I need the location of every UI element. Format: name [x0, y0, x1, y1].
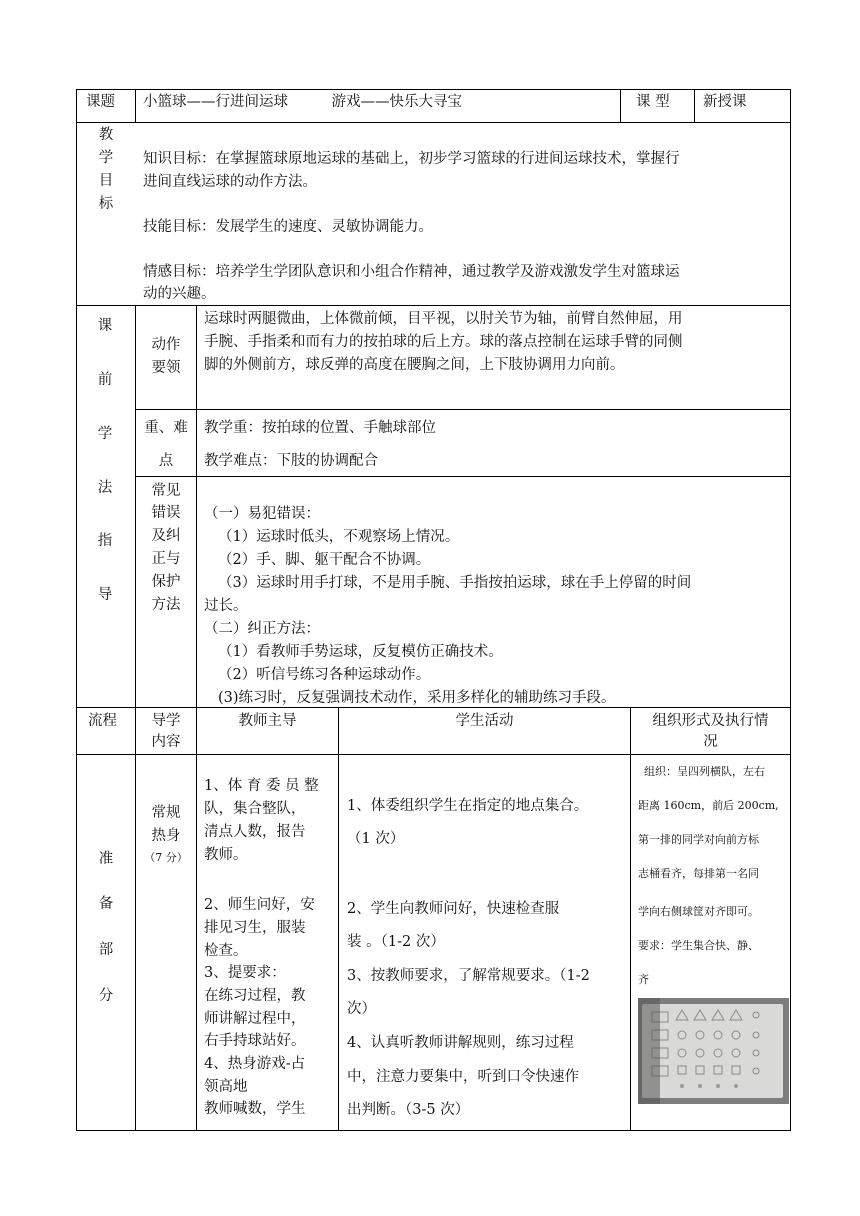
errors-line: （2）手、脚、躯干配合不协调。 — [218, 552, 431, 568]
org-line: 学向右侧球筐对齐即可。 — [638, 905, 759, 918]
errors-line: （一）易犯错误： — [204, 506, 320, 522]
teacher-line: 队，集合整队， — [204, 801, 306, 817]
guidance-label-char: 导 — [97, 587, 113, 603]
objectives-label-char: 标 — [98, 196, 114, 212]
org-line: 齐 — [638, 973, 649, 986]
knowledge-objective-line: 知识目标：在掌握篮球原地运球的基础上，初步学习篮球的行进间运球技术，掌握行 — [143, 151, 680, 167]
action-label: 动作 — [151, 337, 181, 353]
prep-content: 常规 — [151, 805, 181, 821]
prep-label-char: 部 — [98, 942, 114, 958]
flow-header: 流程 — [88, 713, 117, 729]
errors-label: 及纠 — [151, 528, 181, 544]
table-border-bottom — [76, 1130, 791, 1131]
teacher-line: 右手持球站好。 — [204, 1033, 306, 1049]
col-divider — [135, 89, 136, 123]
key-point: 教学重：按拍球的位置、手触球部位 — [204, 420, 436, 436]
student-line: 出判断。（3-5 次） — [347, 1102, 470, 1118]
col-divider — [620, 89, 621, 123]
student-line: 4、认真听教师讲解规则，练习过程 — [347, 1035, 574, 1051]
objectives-label-char: 目 — [98, 173, 114, 189]
row-divider — [135, 476, 791, 477]
col-divider — [630, 707, 631, 1131]
errors-line: （1）运球时低头，不观察场上情况。 — [218, 529, 460, 545]
teacher-line: 清点人数，报告 — [204, 824, 306, 840]
prep-label-char: 分 — [98, 988, 114, 1004]
key-label: 点 — [158, 453, 174, 469]
table-border-right — [790, 89, 791, 1131]
teacher-line: 2、师生问好，安 — [204, 897, 315, 913]
guidance-label-char: 指 — [97, 533, 113, 549]
objectives-label-char: 教 — [98, 127, 114, 143]
knowledge-objective-line: 进间直线运球的动作方法。 — [143, 174, 317, 190]
col-divider — [135, 305, 136, 1131]
teacher-line: 3、提要求： — [204, 965, 286, 981]
errors-line: （二）纠正方法： — [204, 621, 320, 637]
org-header: 况 — [703, 734, 718, 750]
content-header: 导学 — [151, 713, 181, 729]
skill-objective: 技能目标：发展学生的速度、灵敏协调能力。 — [143, 219, 433, 235]
errors-label: 错误 — [151, 505, 181, 521]
row-divider — [76, 754, 791, 755]
student-line: 装 。（1-2 次） — [347, 934, 445, 950]
errors-label: 常见 — [151, 483, 181, 499]
errors-line: （1）看教师手势运球，反复模仿正确技术。 — [218, 644, 503, 660]
org-line: 要求：学生集合快、静、 — [638, 939, 759, 952]
guidance-label-char: 法 — [97, 480, 113, 496]
prep-time: （7 分） — [144, 851, 188, 864]
teacher-line: 检查。 — [204, 943, 248, 959]
lesson-type-label: 课 型 — [636, 94, 670, 110]
student-line: 3、按教师要求，了解常规要求。（1-2 — [347, 968, 590, 984]
objectives-label-char: 学 — [98, 150, 114, 166]
errors-line: 过长。 — [204, 598, 248, 614]
student-line: 中，注意力要集中，听到口令快速作 — [347, 1069, 579, 1085]
action-text-line: 脚的外侧前方，球反弹的高度在腰胸之间，上下肢协调用力向前。 — [204, 357, 625, 373]
formation-diagram-icon — [638, 998, 789, 1104]
errors-label: 正与 — [151, 551, 181, 567]
teacher-line: 教师喊数，学生 — [204, 1101, 306, 1117]
guidance-label-char: 课 — [97, 318, 113, 334]
prep-label-char: 备 — [98, 896, 114, 912]
row-divider — [135, 409, 791, 410]
org-line: 组织：呈四列横队，左右 — [644, 765, 765, 778]
action-label: 要领 — [151, 360, 181, 376]
student-header: 学生活动 — [455, 713, 514, 729]
teacher-line: 教师。 — [204, 847, 248, 863]
teacher-line: 1、体 育 委 员 整 — [204, 778, 319, 794]
errors-line: （2）听信号练习各种运球动作。 — [218, 667, 431, 683]
teacher-line: 在练习过程，教 — [204, 988, 306, 1004]
emotion-objective-line: 动的兴趣。 — [143, 286, 216, 302]
teacher-line: 4、热身游戏-占 — [204, 1056, 306, 1072]
topic-value: 小篮球——行进间运球 游戏——快乐大寻宝 — [143, 94, 462, 110]
teacher-line: 排见习生，服装 — [204, 920, 306, 936]
org-line: 距离 160cm，前后 200cm, — [638, 799, 779, 812]
student-line: 2、学生向教师问好，快速检查服 — [347, 901, 560, 917]
table-border-left — [76, 89, 77, 1131]
table-border-top — [76, 89, 791, 90]
col-divider — [694, 89, 695, 123]
key-label: 重、难 — [144, 420, 188, 436]
action-text-line: 运球时两腿微曲，上体微前倾，目平视，以肘关节为轴，前臂自然伸屈，用 — [204, 311, 683, 327]
prep-label-char: 准 — [98, 851, 114, 867]
org-header: 组织形式及执行情 — [652, 713, 769, 729]
row-divider — [76, 122, 791, 123]
org-line: 志桶看齐，每排第一名同 — [638, 867, 759, 880]
teacher-header: 教师主导 — [238, 713, 297, 729]
guidance-label-char: 前 — [97, 372, 113, 388]
topic-label: 课题 — [86, 94, 115, 110]
difficulty-point: 教学难点：下肢的协调配合 — [204, 453, 378, 469]
teacher-line: 师讲解过程中， — [204, 1011, 306, 1027]
lesson-type-value: 新授课 — [703, 94, 747, 110]
teacher-line: 领高地 — [204, 1079, 248, 1095]
org-line: 第一排的同学对向前方标 — [638, 833, 759, 846]
formation-photo — [638, 998, 789, 1104]
student-line: 1、体委组织学生在指定的地点集合。 — [347, 798, 589, 814]
content-header: 内容 — [151, 734, 181, 750]
emotion-objective-line: 情感目标：培养学生学团队意识和小组合作精神，通过教学及游戏激发学生对篮球运 — [143, 264, 680, 280]
errors-line: （3）运球时用手打球，不是用手腕、手指按拍运球，球在手上停留的时间 — [218, 575, 692, 591]
student-line: （1 次） — [347, 831, 405, 847]
errors-label: 方法 — [151, 597, 181, 613]
prep-content: 热身 — [151, 828, 181, 844]
errors-label: 保护 — [151, 574, 181, 590]
student-line: 次） — [347, 1001, 376, 1017]
errors-line: (3)练习时，反复强调技术动作，采用多样化的辅助练习手段。 — [218, 690, 616, 706]
col-divider — [338, 707, 339, 1131]
guidance-label-char: 学 — [97, 426, 113, 442]
action-text-line: 手腕、手指柔和而有力的按拍球的后上方。球的落点控制在运球手臂的同侧 — [204, 334, 683, 350]
